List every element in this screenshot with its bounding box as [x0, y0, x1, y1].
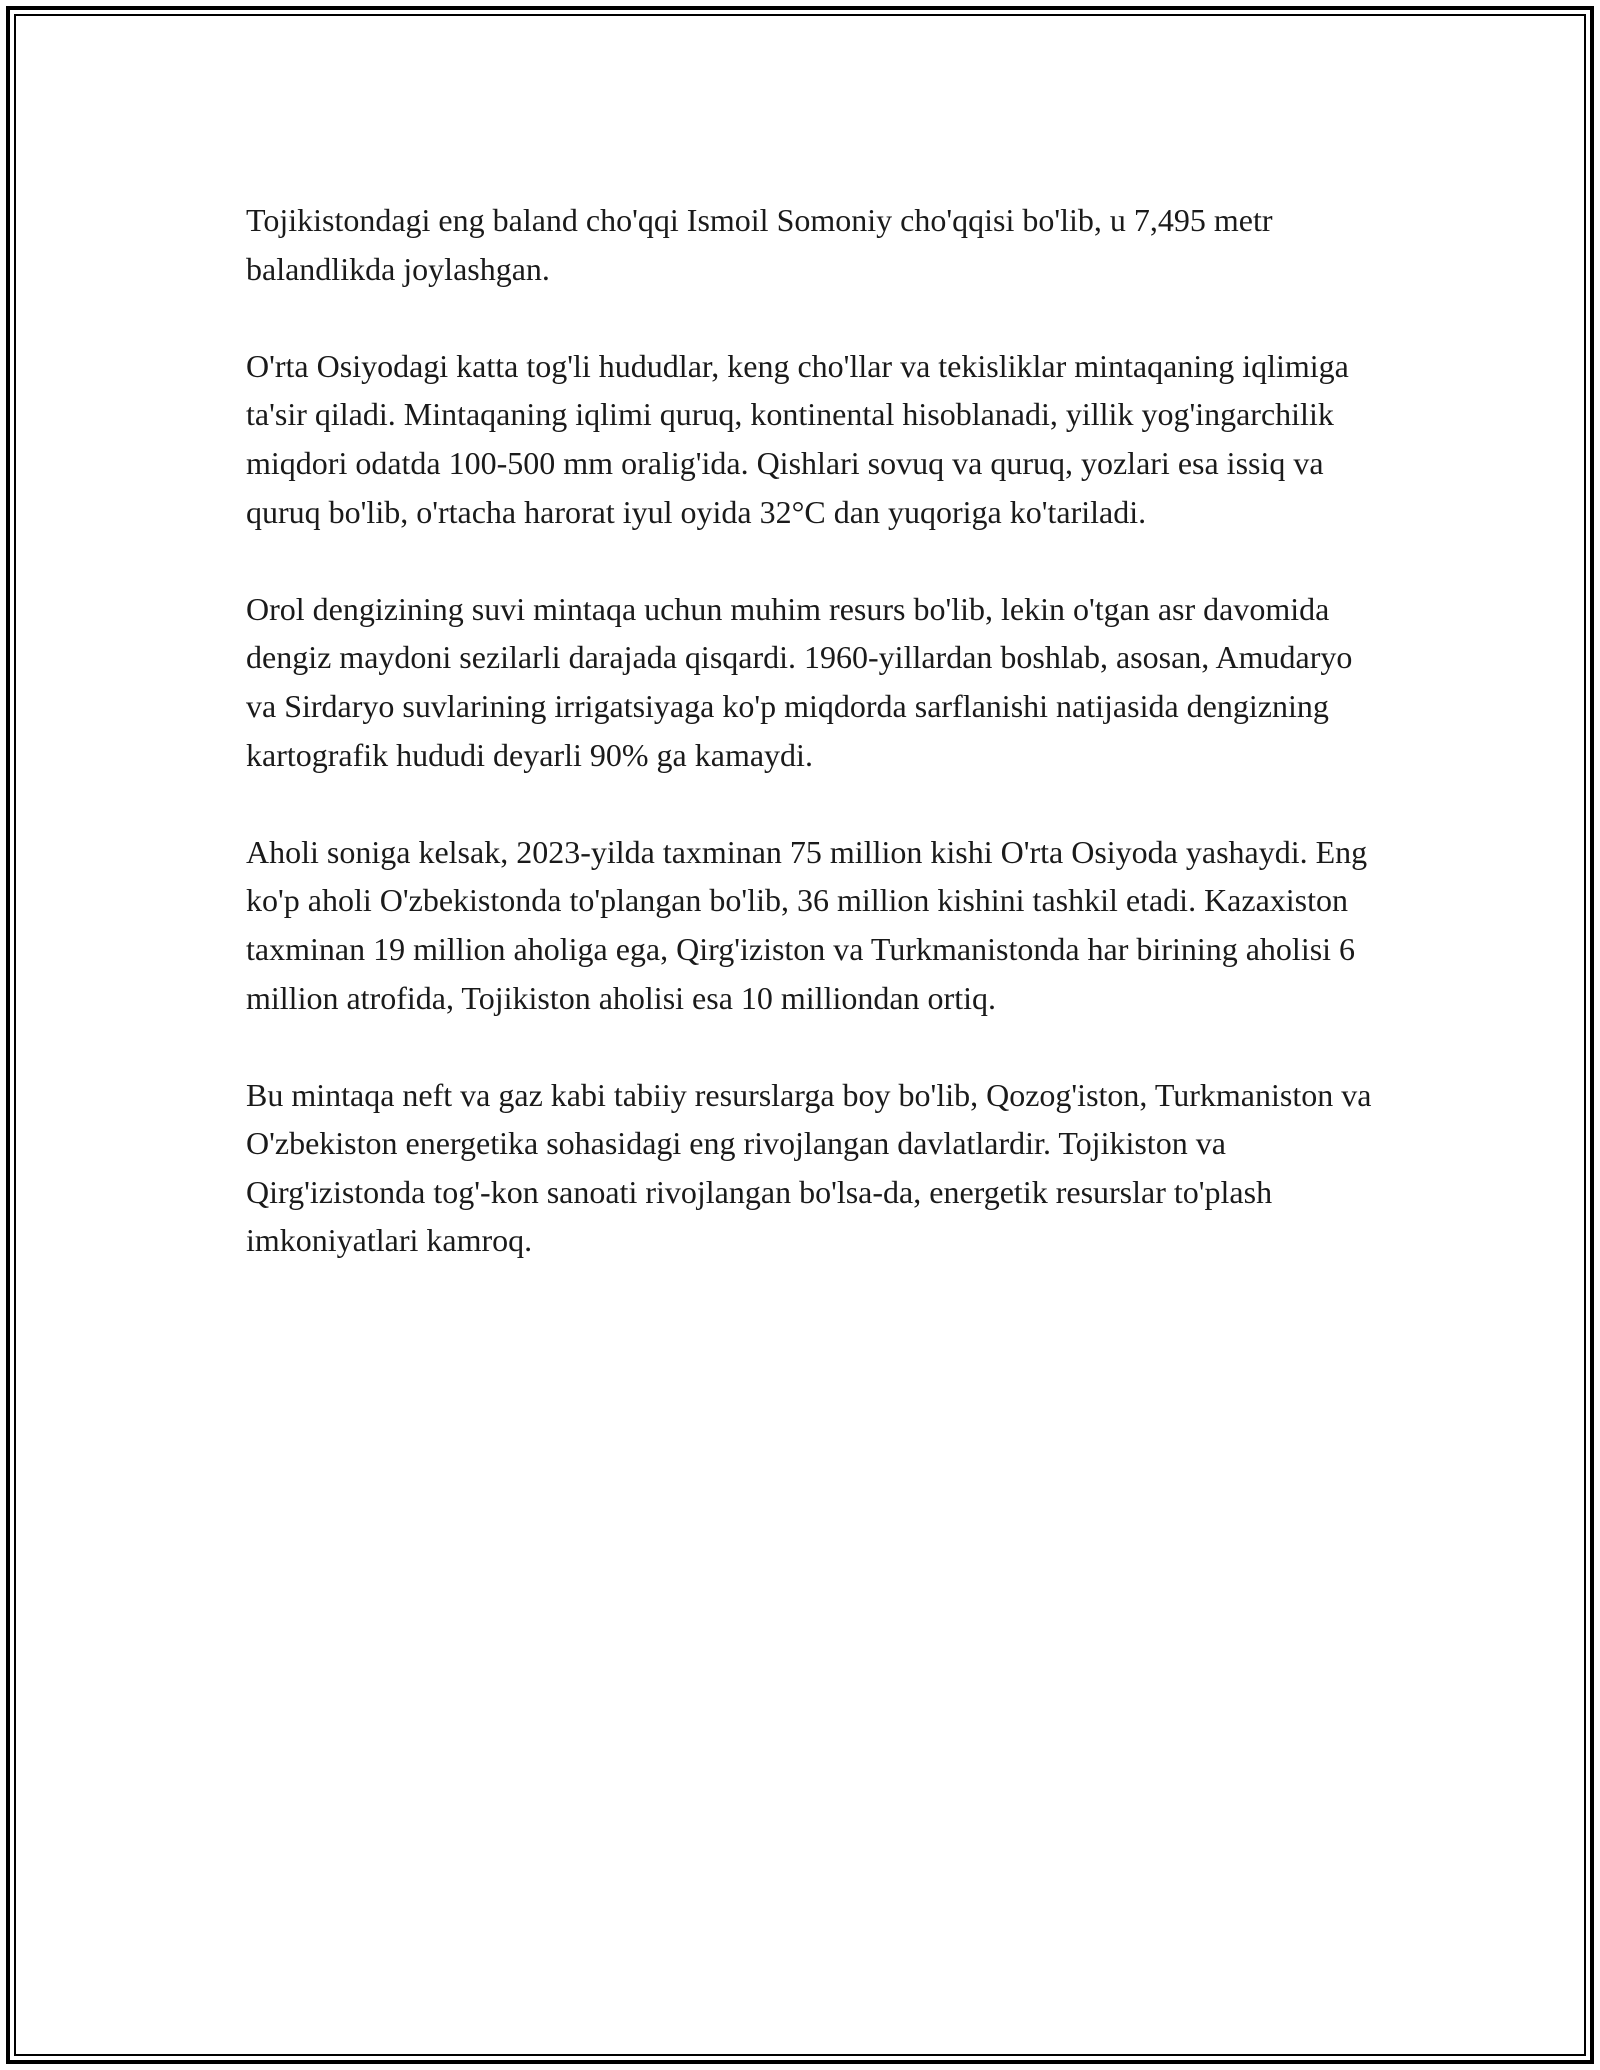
- paragraph-peak: Tojikistondagi eng baland cho'qqi Ismoil Somoniy cho'qqisi bo'lib, u 7,495 metr balandlikda joylashgan.: [246, 202, 1273, 287]
- paragraph-resources: Bu mintaqa neft va gaz kabi tabiiy resurslarga boy bo'lib, Qozog'iston, Turkmaniston va O'zbekiston energetika sohasidagi eng rivojlangan davlatlardir. Tojikiston va Qirg'izistonda tog'-kon sanoati rivojlangan bo'lsa-da, energetik resurslar to'plash imkoniyatlari kamroq.: [246, 1076, 1372, 1259]
- document-body: [246, 196, 1386, 1314]
- paragraph-population: Aholi soniga kelsak, 2023-yilda taxminan 75 million kishi O'rta Osiyoda yashaydi. Eng ko'p aholi O'zbekistonda to'plangan bo'lib, 36 million kishini tashkil etadi. Kazaxiston taxminan 19 million aholiga ega, Qirg'iziston va Turkmanistonda har birining aholisi 6 million atrofida, Tojikiston aholisi esa 10 milliondan ortiq.: [246, 833, 1368, 1016]
- paragraph-climate: O'rta Osiyodagi katta tog'li hududlar, keng cho'llar va tekisliklar mintaqaning iqlimiga ta'sir qiladi. Mintaqaning iqlimi quruq, kontinental hisoblanadi, yillik yog'ingarchilik miqdori odatda 100-500 mm oralig'ida. Qishlari sovuq va quruq, yozlari esa issiq va quruq bo'lib, o'rtacha harorat iyul oyida 32°C dan yuqoriga ko'tariladi.: [246, 347, 1349, 530]
- page-frame: [6, 6, 1594, 2064]
- paragraph-aral-sea: Orol dengizining suvi mintaqa uchun muhim resurs bo'lib, lekin o'tgan asr davomida dengiz maydoni sezilarli darajada qisqardi. 1960-yillardan boshlab, asosan, Amudaryo va Sirdaryo suvlarining irrigatsiyaga ko'p miqdorda sarflanishi natijasida dengizning kartografik hududi deyarli 90% ga kamaydi.: [246, 590, 1353, 773]
